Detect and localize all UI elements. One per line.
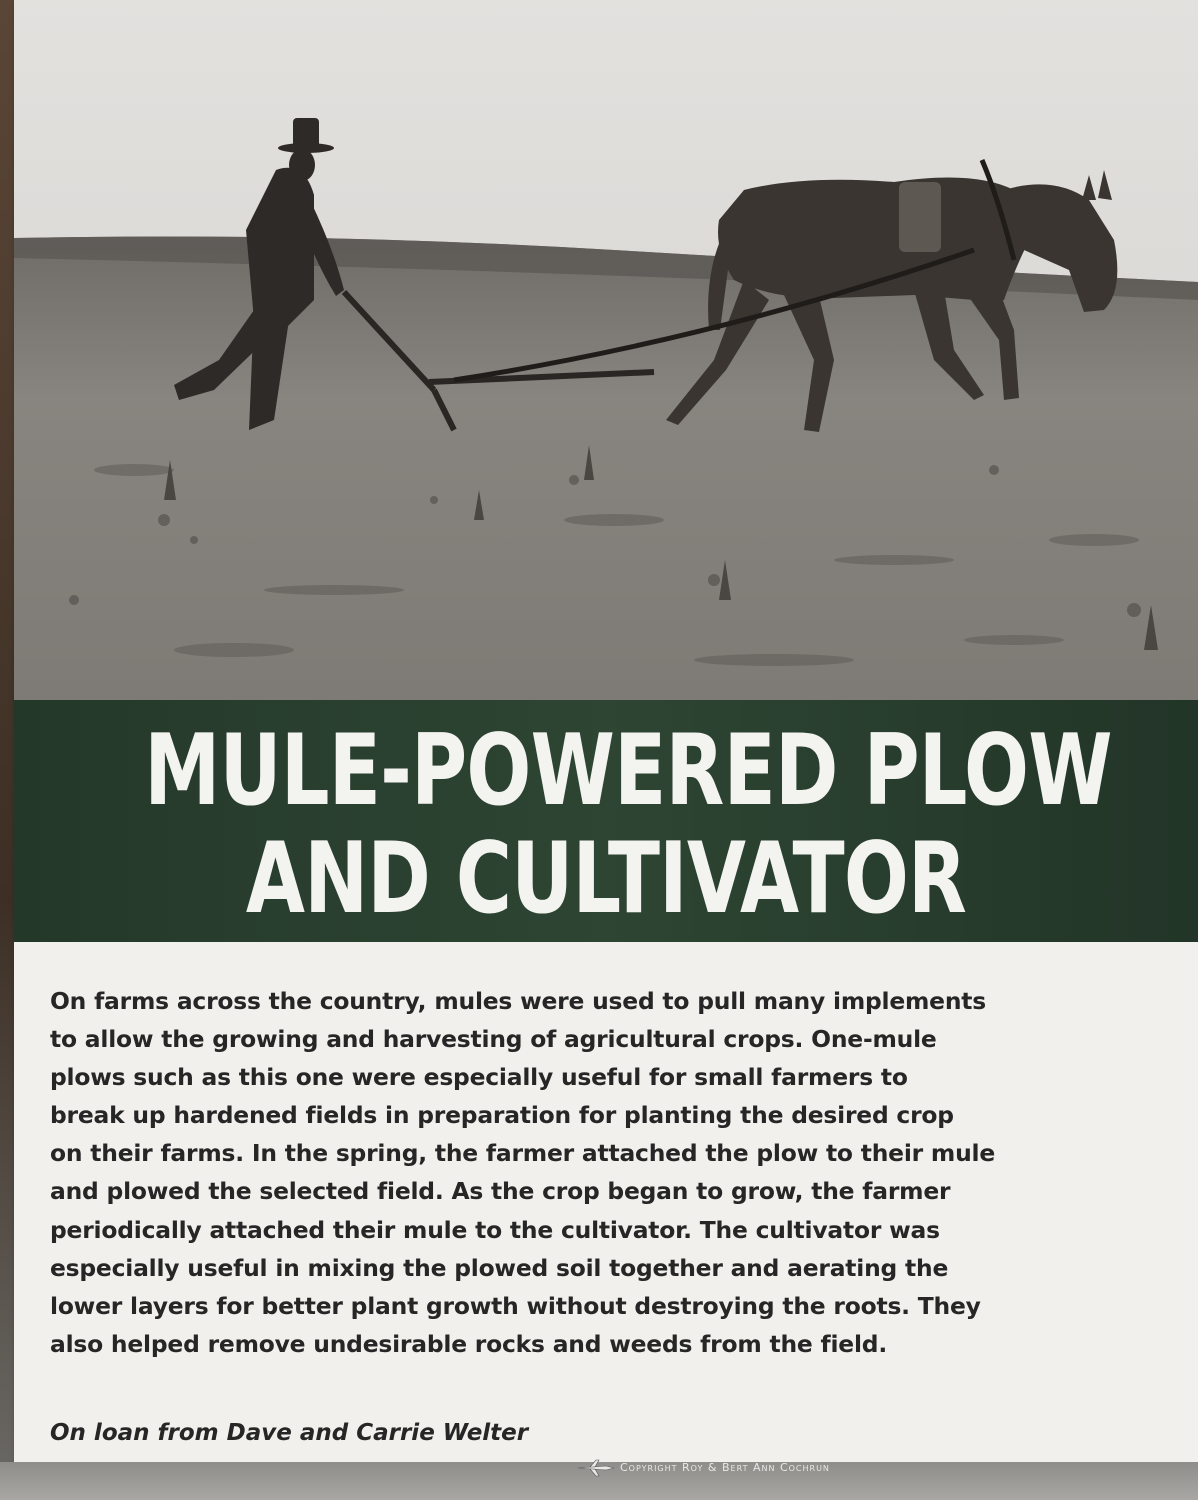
body-line: On farms across the country, mules were used to pull many implements bbox=[50, 987, 987, 1015]
historic-photo-farmer-mule-plow bbox=[14, 0, 1198, 700]
body-line: also helped remove undesirable rocks and weeds from the field. bbox=[50, 1329, 888, 1358]
photo-illustration bbox=[14, 0, 1198, 700]
copyright-watermark: Copyright Roy & Bert Ann Cochrun bbox=[620, 1461, 830, 1474]
body-line: especially useful in mixing the plowed soil together and aerating the bbox=[50, 1253, 949, 1282]
body-line: break up hardened fields in preparation for planting the desired crop bbox=[50, 1101, 954, 1130]
sign-title-line-1: MULE-POWERED PLOW bbox=[144, 714, 1112, 828]
body-line: and plowed the selected field. As the crop began to grow, the farmer bbox=[50, 1177, 951, 1206]
sign-title-line-2: AND CULTIVATOR bbox=[245, 822, 967, 936]
body-line: plows such as this one were especially useful for small farmers to bbox=[50, 1063, 908, 1092]
body-line: on their farms. In the spring, the farmer attached the plow to their mule bbox=[50, 1139, 996, 1168]
sign-body-text bbox=[50, 982, 1160, 1363]
airplane-logo-icon bbox=[576, 1458, 616, 1478]
loan-credit: On loan from Dave and Carrie Welter bbox=[50, 1420, 529, 1446]
body-line: to allow the growing and harvesting of agricultural crops. One-mule bbox=[50, 1025, 937, 1054]
wall-edge-left bbox=[0, 0, 14, 1500]
body-line: lower layers for better plant growth without destroying the roots. They bbox=[50, 1291, 981, 1320]
body-line: periodically attached their mule to the cultivator. The cultivator was bbox=[50, 1215, 940, 1244]
